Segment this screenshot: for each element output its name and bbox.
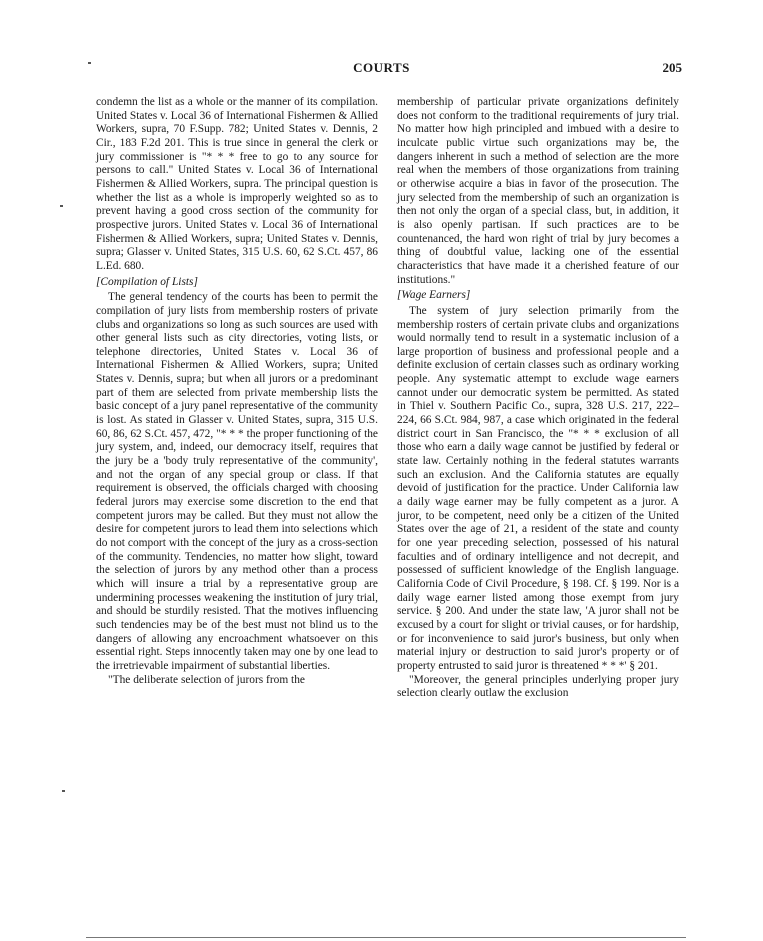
left-paragraph-3: "The deliberate selection of jurors from the [108,673,305,686]
right-column [397,96,679,701]
scan-speck [88,62,91,64]
scan-speck [60,205,63,207]
running-header-title: COURTS [353,60,410,75]
right-paragraph-2: The system of jury selection primarily from the membership rosters of certain private clubs and organizations would normally tend to result in a systematic inclusion of a large proportion of business and professional people and a definite exclusion of certain classes such as ordinary working people. Any systematic attempt to exclude wage earners cannot under our democratic system be permitted. As stated in Thiel v. Southern Pacific Co., supra, 328 U.S. 217, 222–224, 66 S.Ct. 984, 987, a case which originated in the federal district court in San Francisco, the "* * * exclusion of all those who earn a daily wage cannot be justified by federal or state law. Certainly nothing in the federal statutes warrants such an exclusion. And the California statutes are equally devoid of justification for the practice. Under California law a daily wage earner may be fully competent as a juror. A juror, to be competent, need only be a citizen of the United States over the age of 21, a resident of the state and county for one year preceding selection, possessed of his natural faculties and of ordinary intelligence and not decrepit, and possessed of sufficient knowledge of the English language. California Code of Civil Procedure, § 198. Cf. § 199. Nor is a daily wage earner listed among those exempt from jury service. § 200. And under the state law, 'A juror shall not be excused by a court for slight or trivial causes, or for hardship, or for inconvenience to said juror's business, but only when material injury or destruction to said juror's property or of property entrusted to said juror is threatened * * *' § 201. [397,304,679,672]
left-paragraph-2: The general tendency of the courts has been to permit the compilation of jury lists from membership rosters of private clubs and organizations so long as such sources are used with other general lists such as city directories, voting lists, or telephone directories, United States v. Local 36 of International Fishermen & Allied Workers, supra; United States v. Dennis, supra; but when all jurors or a predominant part of them are selected from private membership lists the basic concept of a jury panel representative of the community is lost. As stated in Glasser v. United States, supra, 315 U.S. 60, 86, 62 S.Ct. 457, 472, "* * * the proper functioning of the jury system, and, indeed, our democracy itself, requires that the jury be a 'body truly representative of the community', and not the organ of any special group or class. If that requirement is observed, the officials charged with choosing federal jurors may exercise some discretion to the end that competent jurors may be called. But they must not allow the desire for competent jurors to lead them into selections which do not comport with the concept of the jury as a cross-section of the community. Tendencies, no matter how slight, toward the selection of jurors by any method other than a process which will insure a trial by a representative group are undermining processes weakening the institution of jury trial, and should be sturdily resisted. That the motives influencing such tendencies may be of the best must not blind us to the dangers of allowing any encroachment whatsoever on this essential right. Steps innocently taken may one by one lead to the irretrievable impairment of substantial liberties. [96,291,378,672]
right-paragraph-1: membership of particular private organizations definitely does not conform to the traditional requirements of jury trial. No matter how high principled and imbued with a desire to inculcate public virtue such organizations may be, the dangers inherent in such a method of selection are the more real when the members of those organizations from training or otherwise acquire a bias in favor of the prosecution. The jury selected from the membership of such an organization is then not only the organ of a special class, but, in addition, it is also openly partisan. If such practices are to be countenanced, the hard won right of trial by jury becomes a thing of doubtful value, lacking one of the essential characteristics that have made it a cherished feature of our institutions." [397,96,679,286]
right-paragraph-3: "Moreover, the general principles underlying proper jury selection clearly outlaw the exclusion [397,673,679,700]
page-number: 205 [662,60,682,75]
scan-speck [62,790,65,792]
left-paragraph-1: condemn the list as a whole or the manner of its compilation. United States v. Local 36 of International Fishermen & Allied Workers, supra, 70 F.Supp. 782; United States v. Dennis, 2 Cir., 183 F.2d 201. This is true since in general the clerk or jury commissioner is "* * * free to go to any source for persons to call." United States v. Local 36 of International Fishermen & Allied Workers, supra. The principal question is whether the list as a whole is improperly weighted so as to prevent having a good cross section of the community for prospective jurors. United States v. Local 36 of International Fishermen & Allied Workers, supra; United States v. Dennis, supra; Glasser v. United States, 315 U.S. 60, 62 S.Ct. 457, 86 L.Ed. 680. [96,96,378,272]
left-column [96,96,378,687]
section-heading-wage-earners: [Wage Earners] [397,289,471,302]
bottom-scan-rule [86,937,686,938]
section-heading-compilation-of-lists: [Compilation of Lists] [96,275,198,288]
